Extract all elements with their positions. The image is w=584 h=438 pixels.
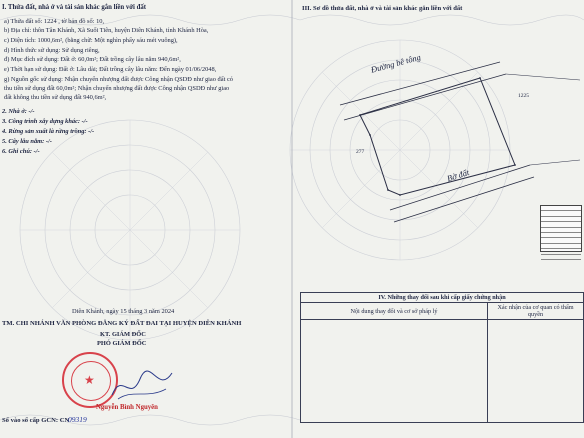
neighbor-parcel-1225: 1225 (518, 93, 529, 99)
parcel-number-line: a) Thửa đất số: 1224 , tờ bản đồ số: 10, (4, 18, 105, 25)
handwritten-signature (108, 365, 178, 405)
notes-section: 6. Ghi chú: -/- (2, 148, 40, 155)
coordinate-table (540, 205, 582, 252)
dirt-bank-label: Bờ đất (445, 167, 471, 184)
usage-purpose-line: đ) Mục đích sử dụng: Đất ở: 60,0m²; Đất trồng cây lâu năm 940,6m², (4, 56, 181, 63)
vice-director-title: PHÓ GIÁM ĐỐC (97, 340, 147, 347)
origin-line-2: thu tiền sử dụng đất 60,0m²; Nhận chuyển nhượng đất được Công nhận QSDĐ như giao (4, 85, 230, 92)
usage-form-line: d) Hình thức sử dụng: Sử dụng riêng, (4, 47, 100, 54)
address-line: b) Địa chỉ: thôn Tân Khánh, Xã Suối Tiên, huyện Diên Khánh, tỉnh Khánh Hòa, (4, 27, 209, 34)
neighbor-parcel-277: 277 (356, 149, 365, 155)
changes-col-content: Nội dung thay đổi và cơ sở pháp lý (301, 303, 488, 320)
origin-line-3: đất không thu tiền sử dụng đất 940,6m², (4, 94, 107, 101)
changes-body-left (301, 320, 488, 423)
forest-section: 4. Rừng sản xuất là rừng trồng: -/- (2, 128, 95, 135)
cert-register-number: 09319 (68, 415, 87, 424)
issue-date: Diên Khánh, ngày 15 tháng 3 năm 2024 (72, 308, 175, 315)
changes-col-confirmation: Xác nhận của cơ quan có thẩm quyền (488, 303, 584, 320)
changes-table (300, 292, 584, 423)
house-section: 2. Nhà ở: -/- (2, 108, 35, 115)
changes-title: IV. Những thay đổi sau khi cấp giấy chứng nhận (301, 293, 584, 303)
section-title-diagram: III. Sơ đồ thửa đất, nhà ở và tài sản khác gắn liền với đất (302, 5, 463, 12)
issuing-office: TM. CHI NHÁNH VĂN PHÒNG ĐĂNG KÝ ĐẤT ĐAI TẠI HUYỆN DIÊN KHÁNH (2, 320, 242, 327)
other-construction-section: 3. Công trình xây dựng khác: -/- (2, 118, 88, 125)
official-stamp-icon: ★ (62, 352, 118, 408)
origin-line-1: g) Nguồn gốc sử dụng: Nhận chuyển nhượng đất được Công nhận QSDĐ như giao đất có (4, 76, 233, 83)
kt-director: KT. GIÁM ĐỐC (100, 331, 146, 338)
changes-body-right (488, 320, 584, 423)
cert-register-label: Số vào sổ cấp GCN: CN (2, 417, 70, 424)
section-title-land: I. Thửa đất, nhà ở và tài sản khác gắn liền với đất (2, 4, 147, 11)
usage-term-line: e) Thời hạn sử dụng: Đất ở: Lâu dài; Đất trồng cây lâu năm: Đến ngày 01/06/2048, (4, 66, 217, 73)
area-line: c) Diện tích: 1000,6m², (bằng chữ: Một nghìn phẩy sáu mét vuông), (4, 37, 178, 44)
concrete-road-label: Đường bê tông (369, 51, 422, 75)
signer-name: Nguyễn Bình Nguyên (96, 404, 158, 411)
perennial-trees-section: 5. Cây lâu năm: -/- (2, 138, 52, 145)
